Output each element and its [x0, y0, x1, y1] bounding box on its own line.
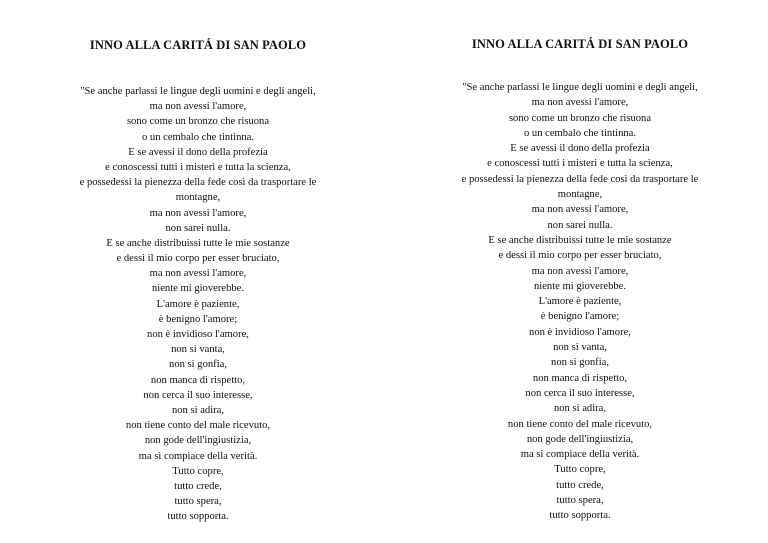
poem-text — [388, 80, 768, 524]
poem-line: L'amore è paziente, — [156, 298, 240, 310]
poem-line: non si adira, — [553, 403, 607, 415]
poem-line: Tutto copre, — [172, 465, 224, 477]
poem-line: e conoscessi tutti i misteri e tutta la scienza, — [105, 161, 291, 173]
poem-line: niente mi gioverebbe. — [533, 280, 627, 292]
poem-line: ma si compiace della verità. — [520, 449, 640, 461]
poem-line: E se avessi il dono della profezia — [128, 146, 268, 158]
poem-line: "Se anche parlassi le lingue degli uomini e degli angeli, — [462, 82, 698, 93]
poem-line: ma non avessi l'amore, — [531, 204, 629, 216]
poem-line: e possedessi la pienezza della fede così da trasportare le — [461, 173, 699, 185]
poem-line: E se anche distribuissi tutte le mie sostanze — [106, 237, 290, 249]
poem-line: non sarei nulla. — [165, 222, 231, 234]
poem-line: non si adira, — [171, 404, 225, 416]
page-title: INNO ALLA CARITÁ DI SAN PAOLO — [89, 38, 307, 52]
poem-line: tutto crede, — [174, 480, 222, 492]
poem-line: non cerca il suo interesse, — [525, 387, 635, 399]
poem-text — [6, 84, 384, 524]
poem-line: Tutto copre, — [554, 464, 606, 476]
poem-line: è benigno l'amore; — [540, 311, 620, 323]
poem-line: tutto spera, — [556, 495, 604, 507]
page-title: INNO ALLA CARITÁ DI SAN PAOLO — [471, 37, 689, 51]
poem-line: e dessi il mio corpo per esser bruciato, — [116, 253, 280, 265]
poem-line: montagne, — [175, 192, 221, 204]
poem-line: E se anche distribuissi tutte le mie sostanze — [488, 234, 672, 246]
poem-line: non manca di rispetto, — [150, 374, 246, 386]
poem-line: ma non avessi l'amore, — [149, 268, 247, 280]
poem-line: e dessi il mio corpo per esser bruciato, — [498, 250, 662, 262]
poem-line: non si vanta, — [553, 342, 607, 354]
poem-line: "Se anche parlassi le lingue degli uomini e degli angeli, — [80, 86, 316, 97]
poem-line: non cerca il suo interesse, — [143, 389, 253, 401]
poem-line: ma non avessi l'amore, — [531, 265, 629, 277]
poem-line: L'amore è paziente, — [538, 296, 622, 308]
poem-line: o un cembalo che tintinna. — [523, 127, 637, 139]
poem-line: tutto crede, — [556, 479, 604, 491]
poem-line: non è invidioso l'amore, — [147, 329, 249, 340]
poem-line: non sarei nulla. — [547, 219, 613, 231]
poem-line: niente mi gioverebbe. — [151, 283, 245, 295]
poem-line: non si gonfia, — [551, 357, 609, 369]
poem-line: non manca di rispetto, — [532, 372, 628, 384]
poem-line: non si vanta, — [171, 344, 225, 356]
poem-line: ma non avessi l'amore, — [149, 207, 247, 219]
poem-line: o un cembalo che tintinna. — [141, 131, 255, 143]
document-page-right — [384, 0, 768, 543]
poem-line: sono come un bronzo che risuona — [126, 116, 270, 128]
poem-line: ma si compiace della verità. — [138, 450, 258, 462]
poem-line: tutto sopporta. — [167, 511, 229, 523]
poem-line: tutto spera, — [174, 496, 222, 508]
poem-line: ma non avessi l'amore, — [531, 97, 629, 109]
poem-line: non si gonfia, — [169, 359, 227, 371]
poem-line: non tiene conto del male ricevuto, — [125, 420, 271, 432]
poem-line: E se avessi il dono della profezia — [510, 143, 650, 155]
poem-line: tutto sopporta. — [549, 510, 611, 522]
poem-line: montagne, — [557, 189, 603, 201]
poem-line: non è invidioso l'amore, — [529, 326, 631, 338]
poem-line: non gode dell'ingiustizia, — [526, 433, 634, 445]
poem-line: ma non avessi l'amore, — [149, 101, 247, 113]
poem-line: è benigno l'amore; — [158, 313, 238, 325]
poem-line: e conoscessi tutti i misteri e tutta la scienza, — [487, 158, 673, 170]
poem-line: non tiene conto del male ricevuto, — [507, 418, 653, 430]
poem-line: sono come un bronzo che risuona — [508, 112, 652, 124]
poem-line: e possedessi la pienezza della fede così da trasportare le — [79, 177, 317, 189]
poem-line: non gode dell'ingiustizia, — [144, 435, 252, 447]
